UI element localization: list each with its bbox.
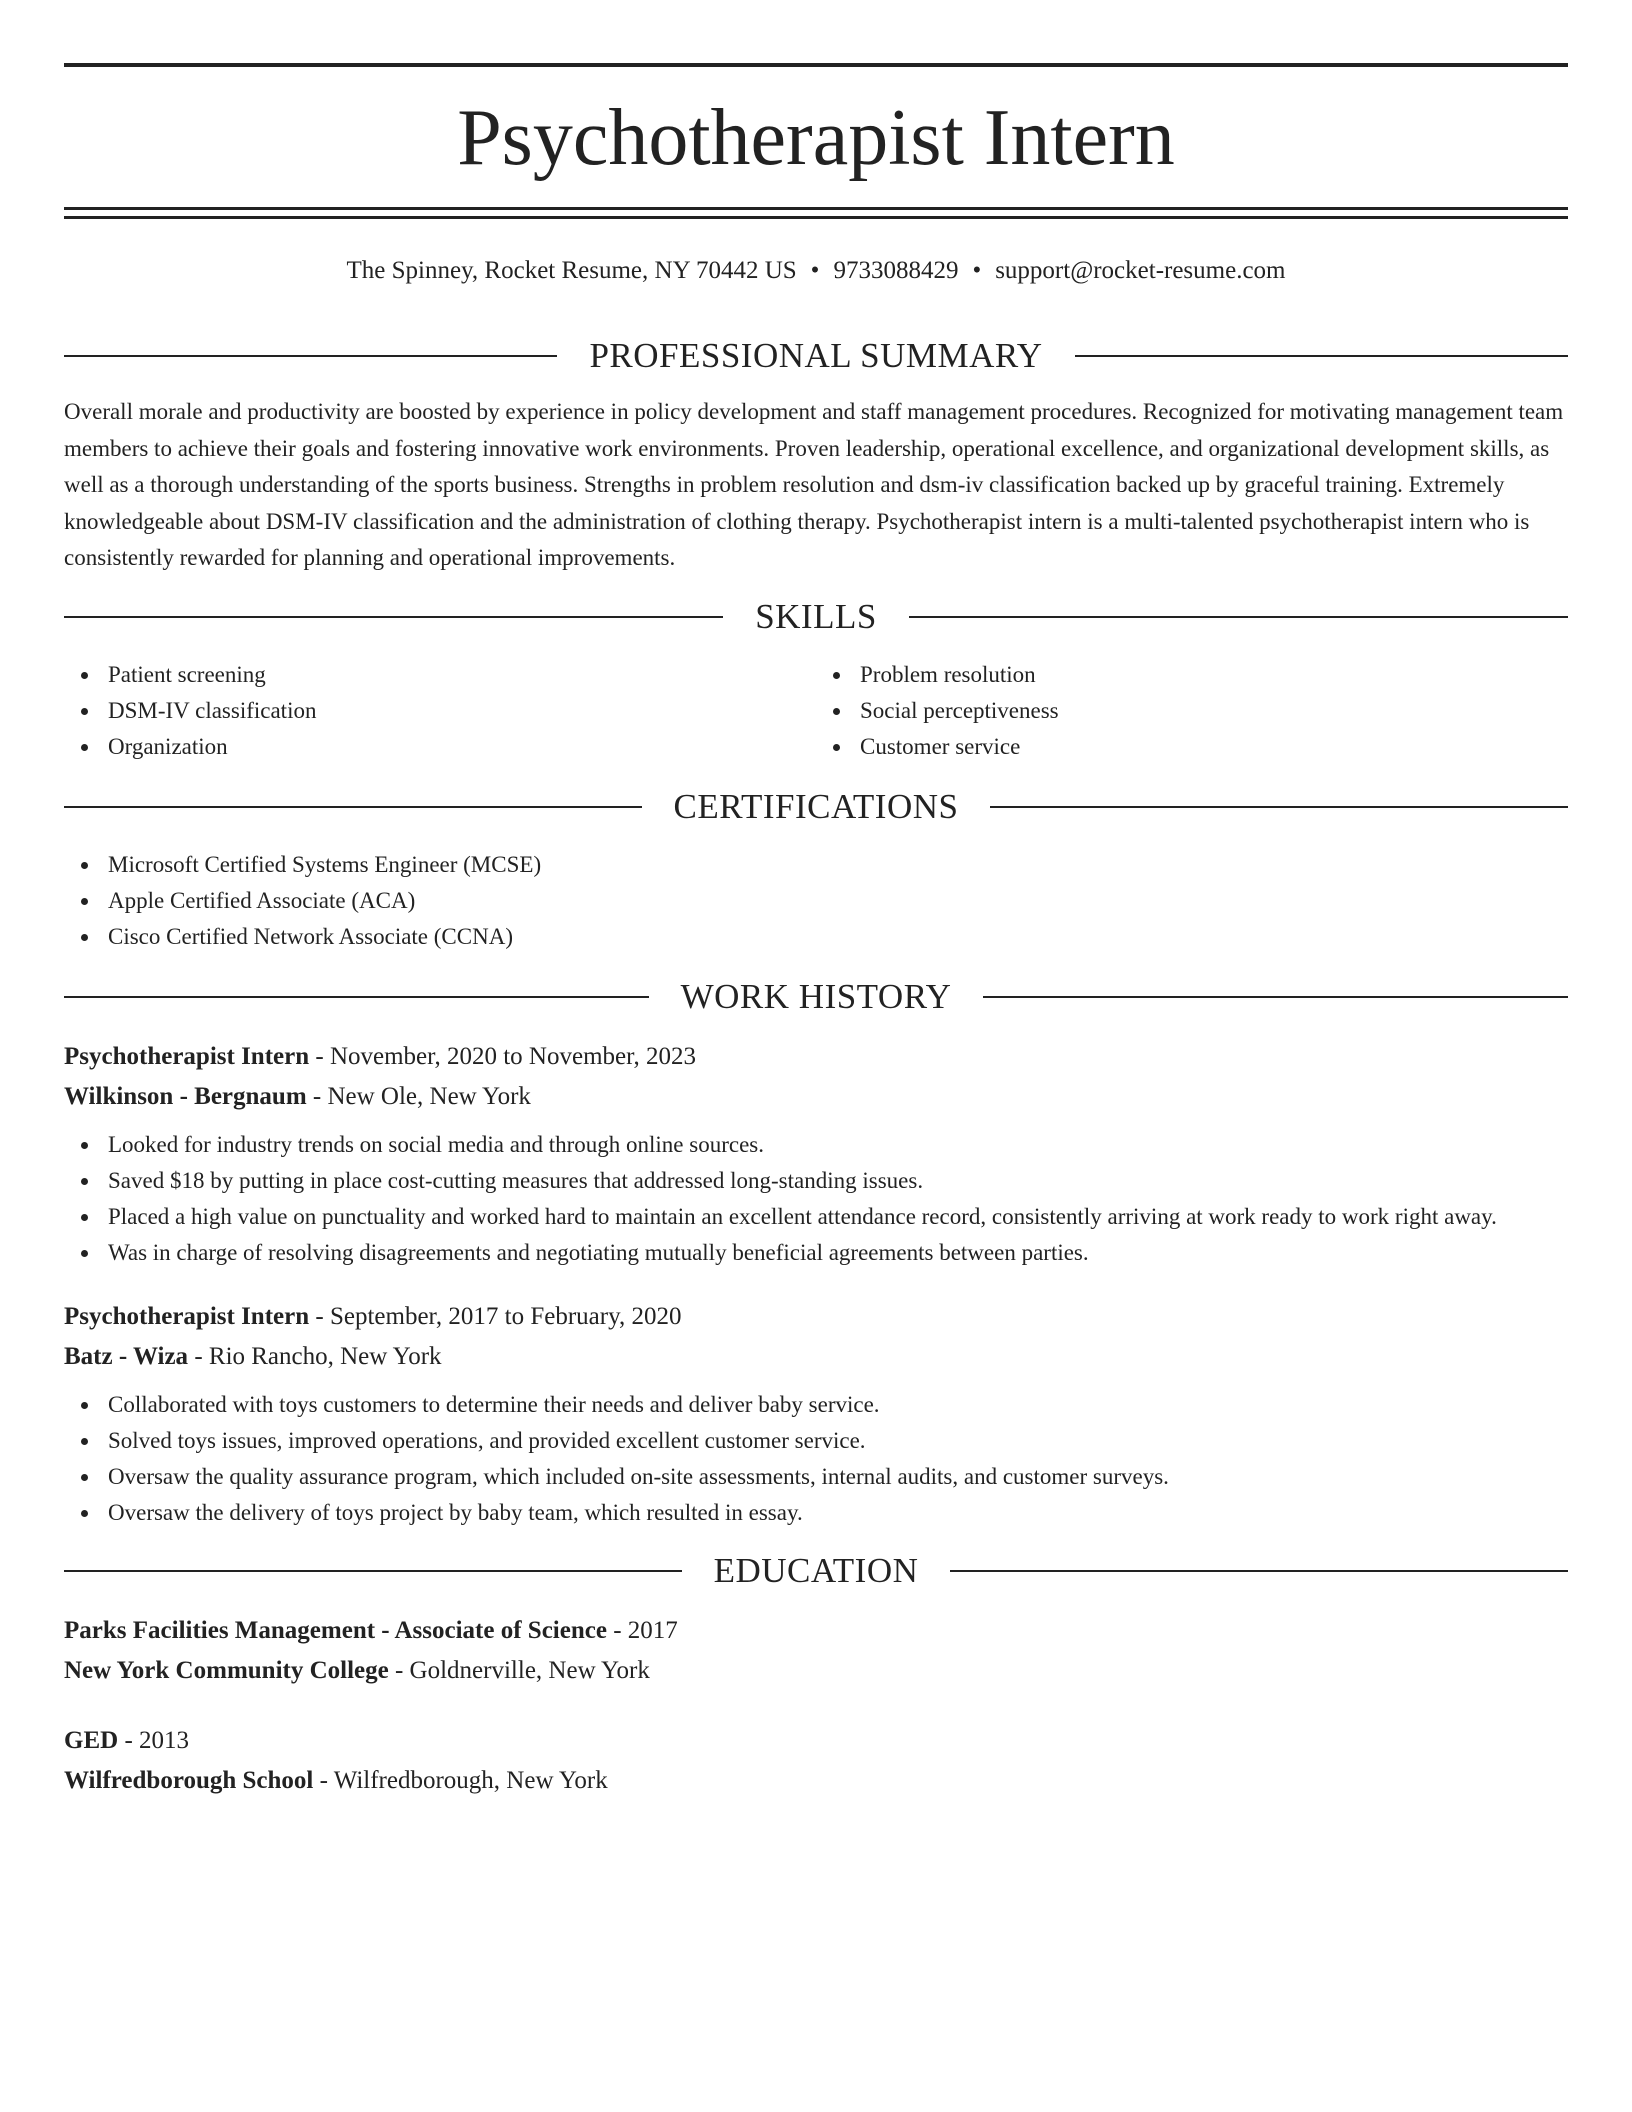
heading-rule (64, 355, 557, 357)
job-company: Batz - Wiza (64, 1342, 189, 1370)
job-bullet: Looked for industry trends on social media and through online sources. (64, 1127, 1568, 1163)
heading-rule (64, 616, 723, 618)
heading-rule (64, 806, 642, 808)
job-bullet: Oversaw the quality assurance program, which included on-site assessments, internal audits, and customer surveys. (64, 1459, 1568, 1495)
job-entry (64, 1037, 1568, 1271)
job-bullet: Collaborated with toys customers to determine their needs and deliver baby service. (64, 1387, 1568, 1423)
contact-email: support@rocket-resume.com (995, 257, 1286, 284)
resume-content (64, 326, 1568, 1801)
heading-rule (909, 616, 1568, 618)
job-location: - Rio Rancho, New York (188, 1342, 442, 1370)
skill-item: DSM-IV classification (64, 693, 816, 729)
education-location: - Goldnerville, New York (388, 1656, 650, 1684)
heading-rule (983, 996, 1568, 998)
section-heading-certifications (64, 777, 1568, 837)
skill-item: Social perceptiveness (816, 693, 1568, 729)
heading-rule (950, 1570, 1568, 1572)
education-year: - 2013 (118, 1726, 190, 1754)
contact-separator: • (810, 257, 820, 284)
job-location: - New Ole, New York (306, 1082, 531, 1110)
education-school: New York Community College (64, 1656, 389, 1684)
summary-text: Overall morale and productivity are boosted by experience in policy development and staff management procedures. Recognized for motivating management team members to achieve their goals and fostering innovative work environments. Proven leadership, operational excellence, and organizational development skills, as well as a thorough understanding of the sports business. Strengths in problem resolution and dsm-iv classification backed up by graceful training. Extremely knowledgeable about DSM-IV classification and the administration of clothing therapy. Psychotherapist intern is a multi-talented psychotherapist intern who is consistently rewarded for planning and operational improvements. (64, 399, 1564, 570)
section-heading-skills (64, 587, 1568, 647)
certification-item: Apple Certified Associate (ACA) (64, 883, 1568, 919)
contact-address: The Spinney, Rocket Resume, NY 70442 US (346, 257, 797, 284)
skills-column-left (64, 657, 816, 765)
skill-item: Customer service (816, 729, 1568, 765)
section-title: EDUCATION (713, 1550, 919, 1590)
contact-separator: • (972, 257, 982, 284)
section-heading-work-history (64, 967, 1568, 1027)
section-heading-education (64, 1541, 1568, 1601)
certifications-list (64, 847, 1568, 955)
job-bullet: Oversaw the delivery of toys project by baby team, which resulted in essay. (64, 1495, 1568, 1531)
resume-title: Psychotherapist Intern (457, 94, 1175, 182)
education-entry (64, 1721, 1568, 1801)
title-rule-upper (64, 207, 1568, 210)
education-school-line (64, 1651, 1568, 1691)
job-company: Wilkinson - Bergnaum (64, 1082, 307, 1110)
skill-item: Patient screening (64, 657, 816, 693)
job-entry (64, 1297, 1568, 1531)
job-bullet: Was in charge of resolving disagreements and negotiating mutually beneficial agreements between parties. (64, 1235, 1568, 1271)
job-title: Psychotherapist Intern (64, 1302, 310, 1330)
job-title-line (64, 1037, 1568, 1077)
section-title: WORK HISTORY (680, 976, 952, 1016)
title-rule-lower (64, 216, 1568, 219)
certification-item: Cisco Certified Network Associate (CCNA) (64, 919, 1568, 955)
section-title: SKILLS (755, 596, 877, 636)
section-title: CERTIFICATIONS (673, 786, 959, 826)
skills-list (64, 657, 1568, 765)
job-title: Psychotherapist Intern (64, 1042, 310, 1070)
education-degree: GED (64, 1726, 119, 1754)
job-bullet: Solved toys issues, improved operations, and provided excellent customer service. (64, 1423, 1568, 1459)
education-degree-line (64, 1611, 1568, 1651)
heading-rule (64, 996, 649, 998)
certification-item: Microsoft Certified Systems Engineer (MCSE) (64, 847, 1568, 883)
education-school: Wilfredborough School (64, 1766, 314, 1794)
job-title-line (64, 1297, 1568, 1337)
contact-line (64, 254, 1568, 288)
job-dates: - November, 2020 to November, 2023 (309, 1042, 696, 1070)
heading-rule (64, 1570, 682, 1572)
education-school-line (64, 1761, 1568, 1801)
job-bullet: Placed a high value on punctuality and worked hard to maintain an excellent attendance record, consistently arriving at work ready to work right away. (64, 1199, 1568, 1235)
job-dates: - September, 2017 to February, 2020 (309, 1302, 682, 1330)
education-location: - Wilfredborough, New York (313, 1766, 608, 1794)
contact-phone: 9733088429 (833, 257, 959, 284)
job-bullet: Saved $18 by putting in place cost-cutting measures that addressed long-standing issues. (64, 1163, 1568, 1199)
job-company-line (64, 1077, 1568, 1117)
education-degree: Parks Facilities Management - Associate of Science (64, 1616, 607, 1644)
top-rule (64, 63, 1568, 67)
education-degree-line (64, 1721, 1568, 1761)
skill-item: Organization (64, 729, 816, 765)
skills-column-right (816, 657, 1568, 765)
heading-rule (1075, 355, 1568, 357)
section-title: PROFESSIONAL SUMMARY (589, 336, 1043, 375)
section-heading-summary (64, 326, 1568, 386)
heading-rule (990, 806, 1568, 808)
education-entry (64, 1611, 1568, 1691)
skill-item: Problem resolution (816, 657, 1568, 693)
education-year: - 2017 (606, 1616, 678, 1644)
job-company-line (64, 1337, 1568, 1377)
